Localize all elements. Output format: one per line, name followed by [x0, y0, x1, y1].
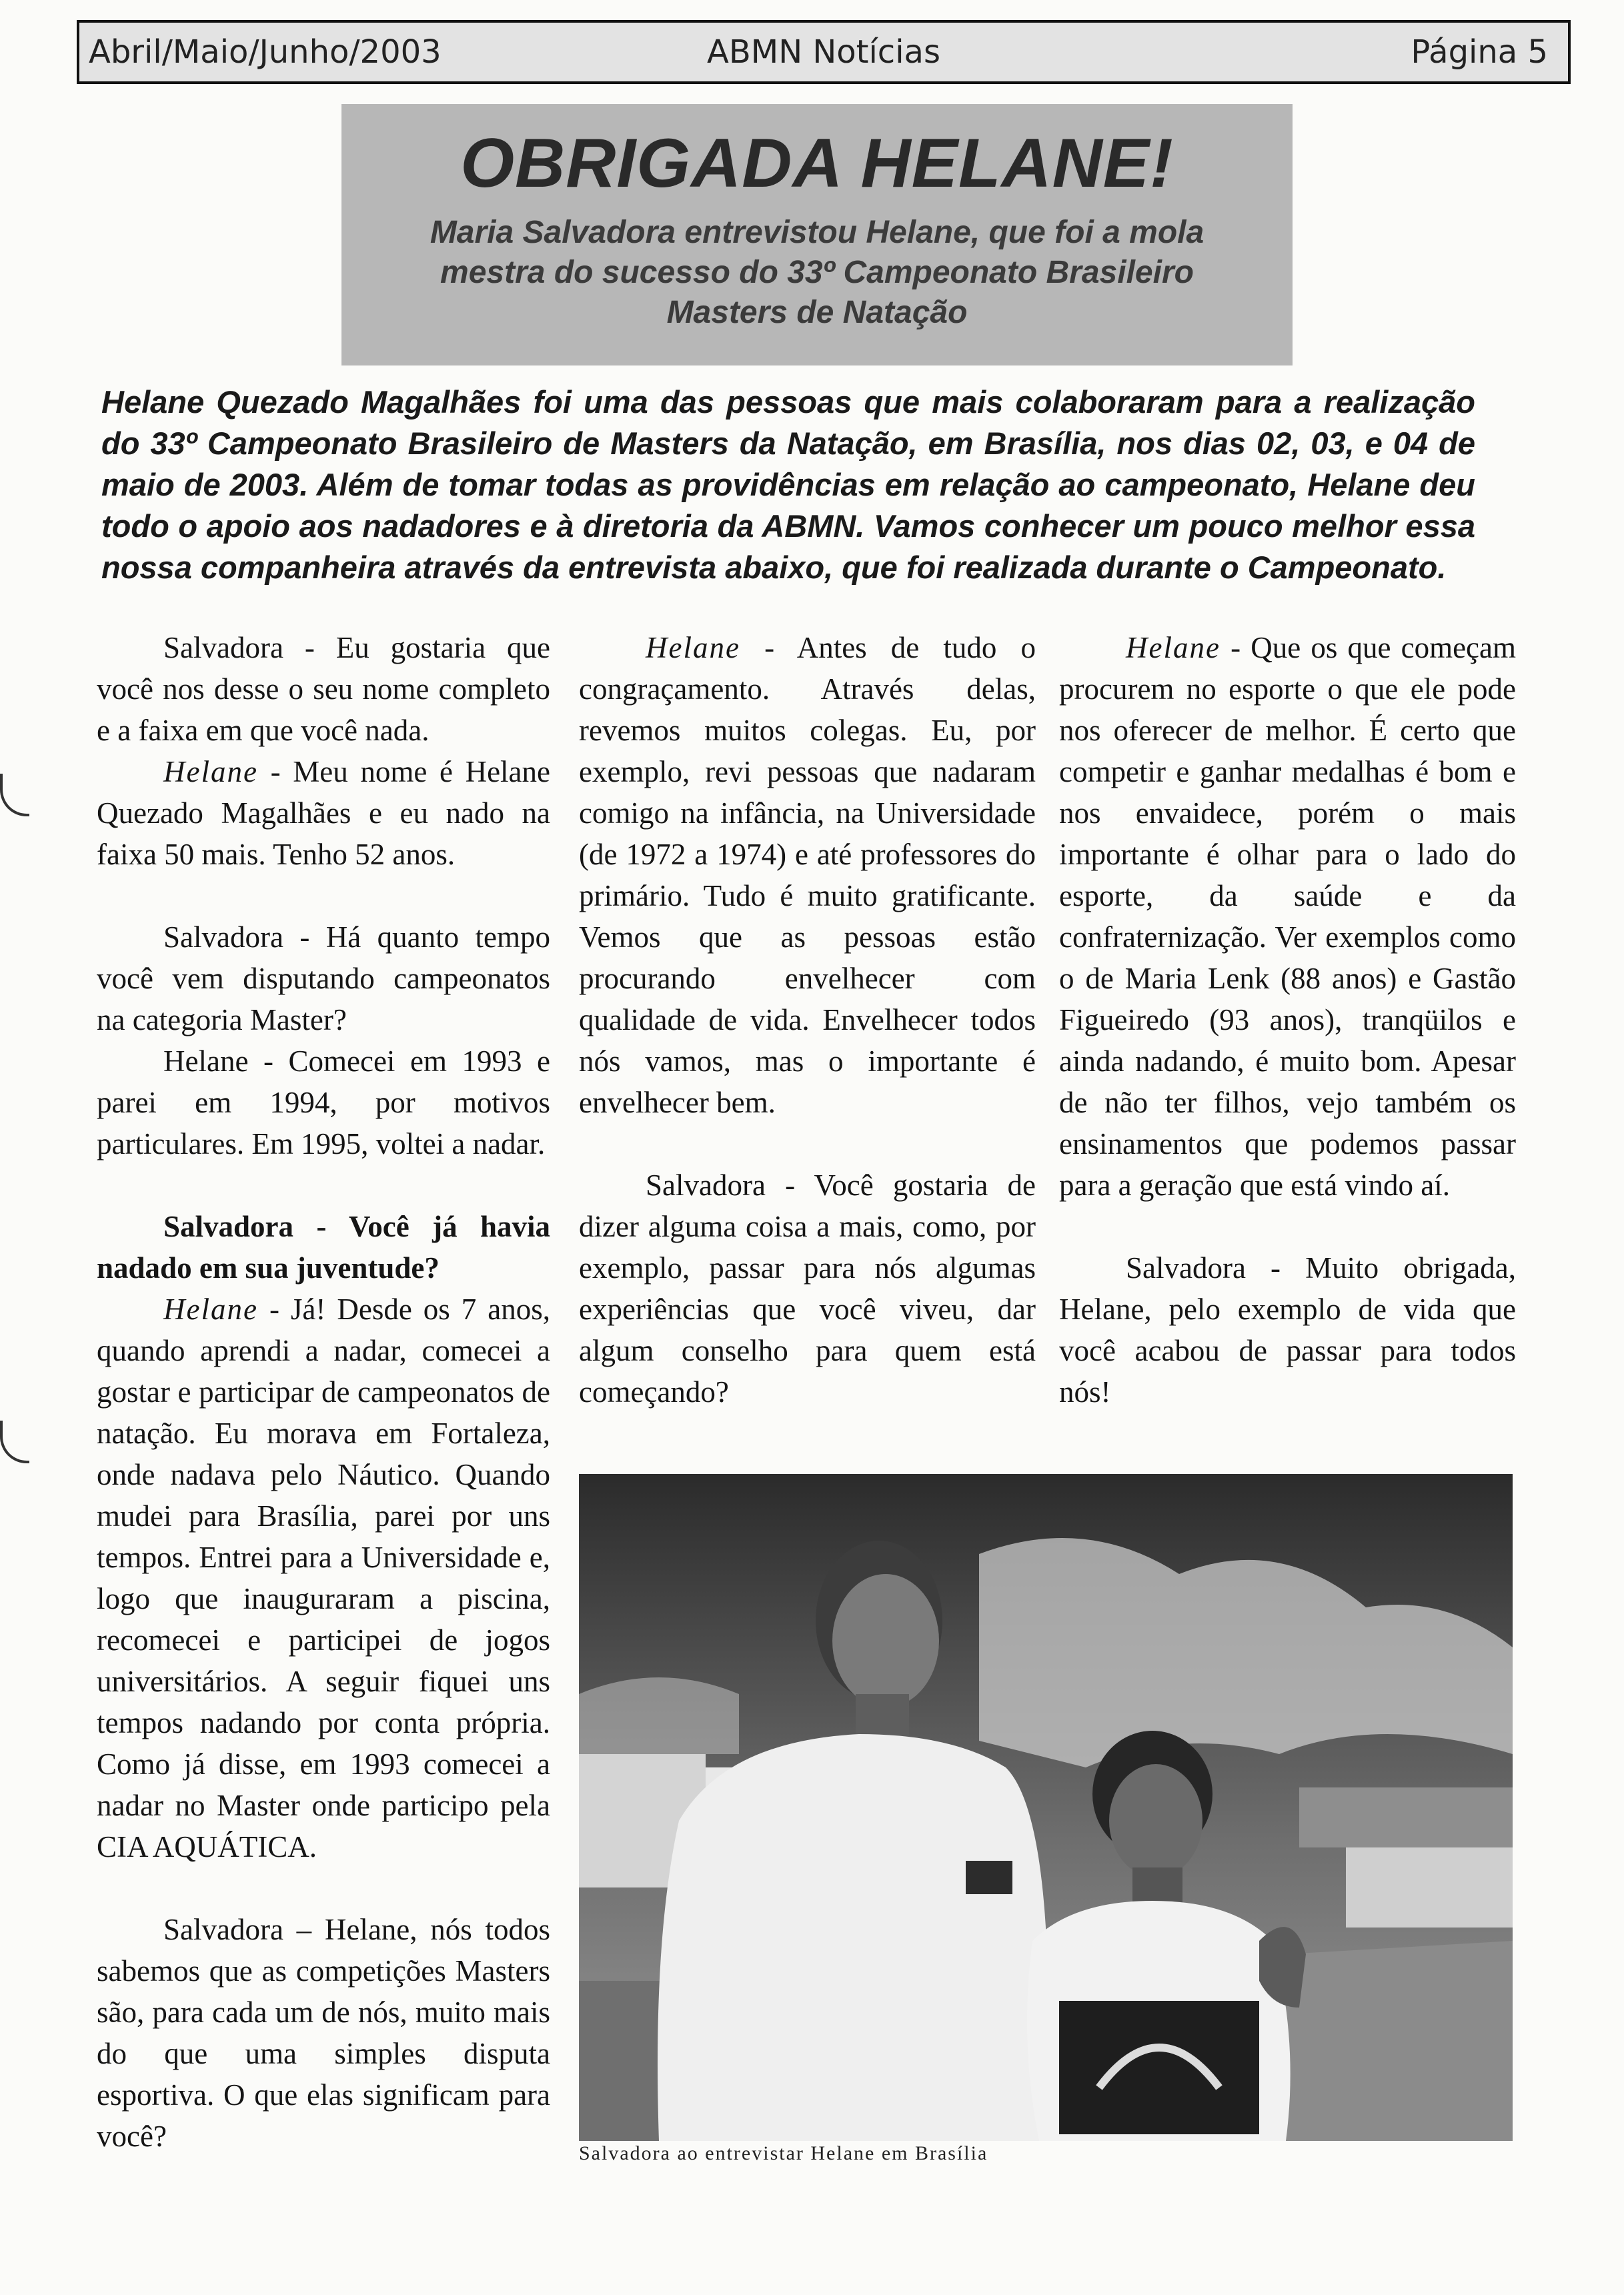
issue-date: Abril/Maio/Junho/2003 — [89, 33, 442, 71]
article-subtitle: Maria Salvadora entrevistou Helane, que foi a mola mestra do sucesso do 33º Campeonato Brasileiro Masters de Natação — [430, 215, 1204, 330]
question-4 — [97, 1909, 550, 2157]
article-title-box — [341, 104, 1293, 365]
question-5-text: Salvadora - Você gostaria de dizer alguma coisa a mais, como, por exemplo, passar para nós algumas experiências que você viveu, dar algum conselho para quem está começando? — [579, 1169, 1036, 1409]
answer-5-text: - Que os que começam procurem no esporte o que ele pode nos oferecer de melhor. É certo que competir e ganhar medalhas é bom e nos envaidece, porém o mais importante é olhar para o lado do esporte, da saúde e da confraternização. Ver exemplos como o de Maria Lenk (88 anos) e Gastão Figueiredo (93 anos), tranqüilos e ainda nadando, é muito bom. Apesar de não ter filhos, vejo também os ensinamentos que podemos passar para a geração que está vindo aí. — [1059, 631, 1516, 1202]
speaker-helane: Helane — [1126, 631, 1221, 664]
speaker-salvadora: Salvadora — [163, 631, 283, 664]
question-3 — [97, 1206, 550, 1867]
answer-5 — [1059, 627, 1516, 1206]
page-number: Página 5 — [1411, 33, 1548, 71]
answer-2-text: Helane - Comecei em 1993 e parei em 1994, por motivos particulares. Em 1995, voltei a nadar. — [97, 1044, 550, 1161]
speaker-helane: Helane — [163, 755, 258, 788]
answer-4 — [579, 627, 1036, 1123]
structure — [1346, 1847, 1513, 1928]
question-1-text: - Eu gostaria que você nos desse o seu nome completo e a faixa em que você nada. — [97, 631, 550, 747]
publication-name: ABMN Notícias — [707, 33, 940, 71]
article-title: OBRIGADA HELANE! — [460, 125, 1174, 202]
answer-1-text: - Meu nome é Helane Quezado Magalhães e eu nado na faixa 50 mais. Tenho 52 anos. — [97, 755, 550, 871]
speaker-helane: Helane — [163, 1293, 258, 1326]
closing-remark — [1059, 1247, 1516, 1413]
question-2 — [97, 916, 550, 1165]
page-header — [77, 20, 1571, 84]
column-3 — [1059, 627, 1516, 1454]
column-2 — [579, 627, 1036, 1454]
answer-4-text: - Antes de tudo o congraçamento. Através delas, revemos muitos colegas. Eu, por exemplo, revi pessoas que nadaram comigo na infância, na Universidade (de 1972 a 1974) e até professores do primário. Tudo é muito gratificante. Vemos que as pessoas estão procurando envelhecer com qualidade de vida. Envelhecer todos nós vamos, mas o importante é envelhecer bem. — [579, 631, 1036, 1119]
question-1 — [97, 627, 550, 875]
speaker-helane: Helane — [646, 631, 740, 664]
question-4-text: Salvadora – Helane, nós todos sabemos que as competições Masters são, para cada um de nós, muito mais do que uma simples disputa esportiva. O que elas significam para você? — [97, 1913, 550, 2153]
question-3-text: Salvadora - Você já havia nadado em sua juventude? — [97, 1210, 550, 1285]
structure — [1299, 1787, 1513, 1847]
scan-mark — [0, 774, 29, 816]
column-1 — [97, 627, 550, 2198]
article-intro: Helane Quezado Magalhães foi uma das pessoas que mais colaboraram para a realização do 33º Campeonato Brasileiro de Masters da Natação, em Brasília, nos dias 02, 03, e 04 de maio de 2003. Além de tomar todas as providências em relação ao campeonato, Helane deu todo o apoio aos nadadores e à diretoria da ABMN. Vamos conhecer um pouco melhor essa nossa companheira através da entrevista abaixo, que foi realizada durante o Campeonato. — [101, 384, 1475, 585]
question-2-text: Salvadora - Há quanto tempo você vem disputando campeonatos na categoria Master? — [97, 920, 550, 1036]
question-5 — [579, 1165, 1036, 1413]
answer-3-text: - Já! Desde os 7 anos, quando aprendi a nadar, comecei a gostar e participar de campeonatos de natação. Eu morava em Fortaleza, onde nadava pelo Náutico. Quando mudei para Brasília, parei por uns tempos. Entrei para a Universidade e, logo que inauguraram a piscina, recomecei e participei de jogos universitários. A seguir fiquei uns tempos nadando por conta própria. Como já disse, em 1993 comecei a nadar no Master onde participo pela CIA AQUÁTICA. — [97, 1293, 550, 1863]
photo-caption: Salvadora ao entrevistar Helane em Brasília — [579, 2142, 988, 2164]
cloud — [579, 1677, 739, 1754]
closing-text: Salvadora - Muito obrigada, Helane, pelo exemplo de vida que você acabou de passar para todos nós! — [1059, 1251, 1516, 1409]
photo-illustration — [579, 1474, 1513, 2141]
scan-mark — [0, 1421, 29, 1463]
interview-photo — [579, 1474, 1513, 2141]
